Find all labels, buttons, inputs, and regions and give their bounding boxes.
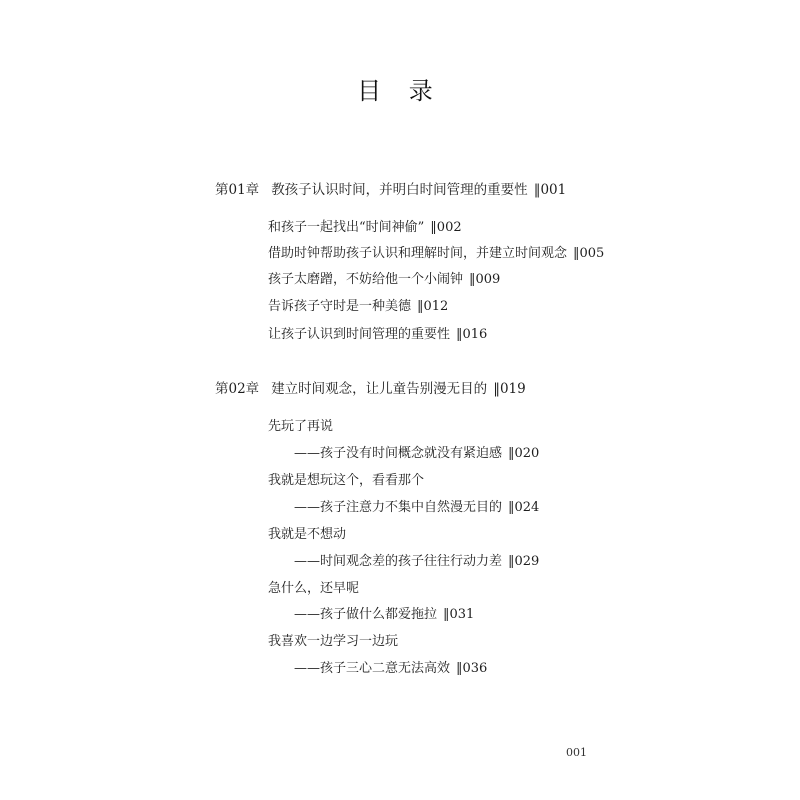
entry-title: 我就是不想动 (268, 527, 347, 542)
chapter-number: 第01章 (215, 182, 260, 198)
entry-title: 我喜欢一边学习一边玩 (268, 634, 399, 649)
toc-entry[interactable] (268, 326, 487, 344)
entry-title: 急什么，还早呢 (268, 581, 360, 596)
page-number: ‖019 (493, 381, 526, 397)
page-number: ‖024 (508, 500, 540, 515)
page-number: ‖031 (443, 607, 475, 622)
page-number: ‖009 (469, 272, 501, 287)
entry-title: 和孩子一起找出“时间神偷” (268, 220, 425, 235)
entry-title: 孩子太磨蹭，不妨给他一个小闹钟 (268, 272, 464, 287)
page-number: ‖001 (533, 182, 567, 198)
entry-subtitle: ——孩子三心二意无法高效 (294, 661, 451, 676)
entry-title: 让孩子认识到时间管理的重要性 (268, 327, 451, 342)
toc-entry[interactable] (268, 271, 500, 289)
entry-subtitle: ——时间观念差的孩子往往行动力差 (294, 554, 503, 569)
folio-page-number: 001 (566, 746, 587, 759)
entry-title: 借助时钟帮助孩子认识和理解时间，并建立时间观念 (268, 246, 568, 261)
chapter-title: 教孩子认识时间，并明白时间管理的重要性 (271, 182, 528, 198)
toc-entry[interactable] (268, 633, 398, 651)
toc-subtitle[interactable] (294, 445, 539, 463)
entry-subtitle: ——孩子没有时间概念就没有紧迫感 (294, 446, 503, 461)
toc-subtitle[interactable] (294, 499, 539, 517)
toc-entry[interactable] (268, 472, 424, 490)
toc-entry[interactable] (268, 526, 346, 544)
entry-subtitle: ——孩子注意力不集中自然漫无目的 (294, 500, 503, 515)
toc-entry[interactable] (268, 245, 604, 263)
toc-subtitle[interactable] (294, 606, 474, 624)
toc-entry[interactable] (268, 298, 448, 316)
toc-entry[interactable] (268, 418, 333, 436)
entry-title: 先玩了再说 (268, 419, 334, 434)
page-number: ‖005 (573, 246, 605, 261)
chapter-number: 第02章 (215, 381, 260, 397)
page-number: ‖020 (508, 446, 540, 461)
entry-title: 告诉孩子守时是一种美德 (268, 299, 412, 314)
toc-subtitle[interactable] (294, 553, 539, 571)
chapter-heading[interactable] (215, 181, 566, 199)
toc-entry[interactable] (268, 580, 359, 598)
entry-subtitle: ——孩子做什么都爱拖拉 (294, 607, 438, 622)
chapter-title: 建立时间观念，让儿童告别漫无目的 (271, 381, 488, 397)
chapter-heading[interactable] (215, 380, 526, 398)
page-title: 目 录 (357, 77, 443, 105)
page-number: ‖002 (430, 220, 462, 235)
toc-entry[interactable] (268, 219, 462, 237)
toc-subtitle[interactable] (294, 660, 487, 678)
entry-title: 我就是想玩这个，看看那个 (268, 473, 425, 488)
page-number: ‖029 (508, 554, 540, 569)
page-number: ‖012 (417, 299, 449, 314)
page-number: ‖036 (456, 661, 488, 676)
page-number: ‖016 (456, 327, 488, 342)
